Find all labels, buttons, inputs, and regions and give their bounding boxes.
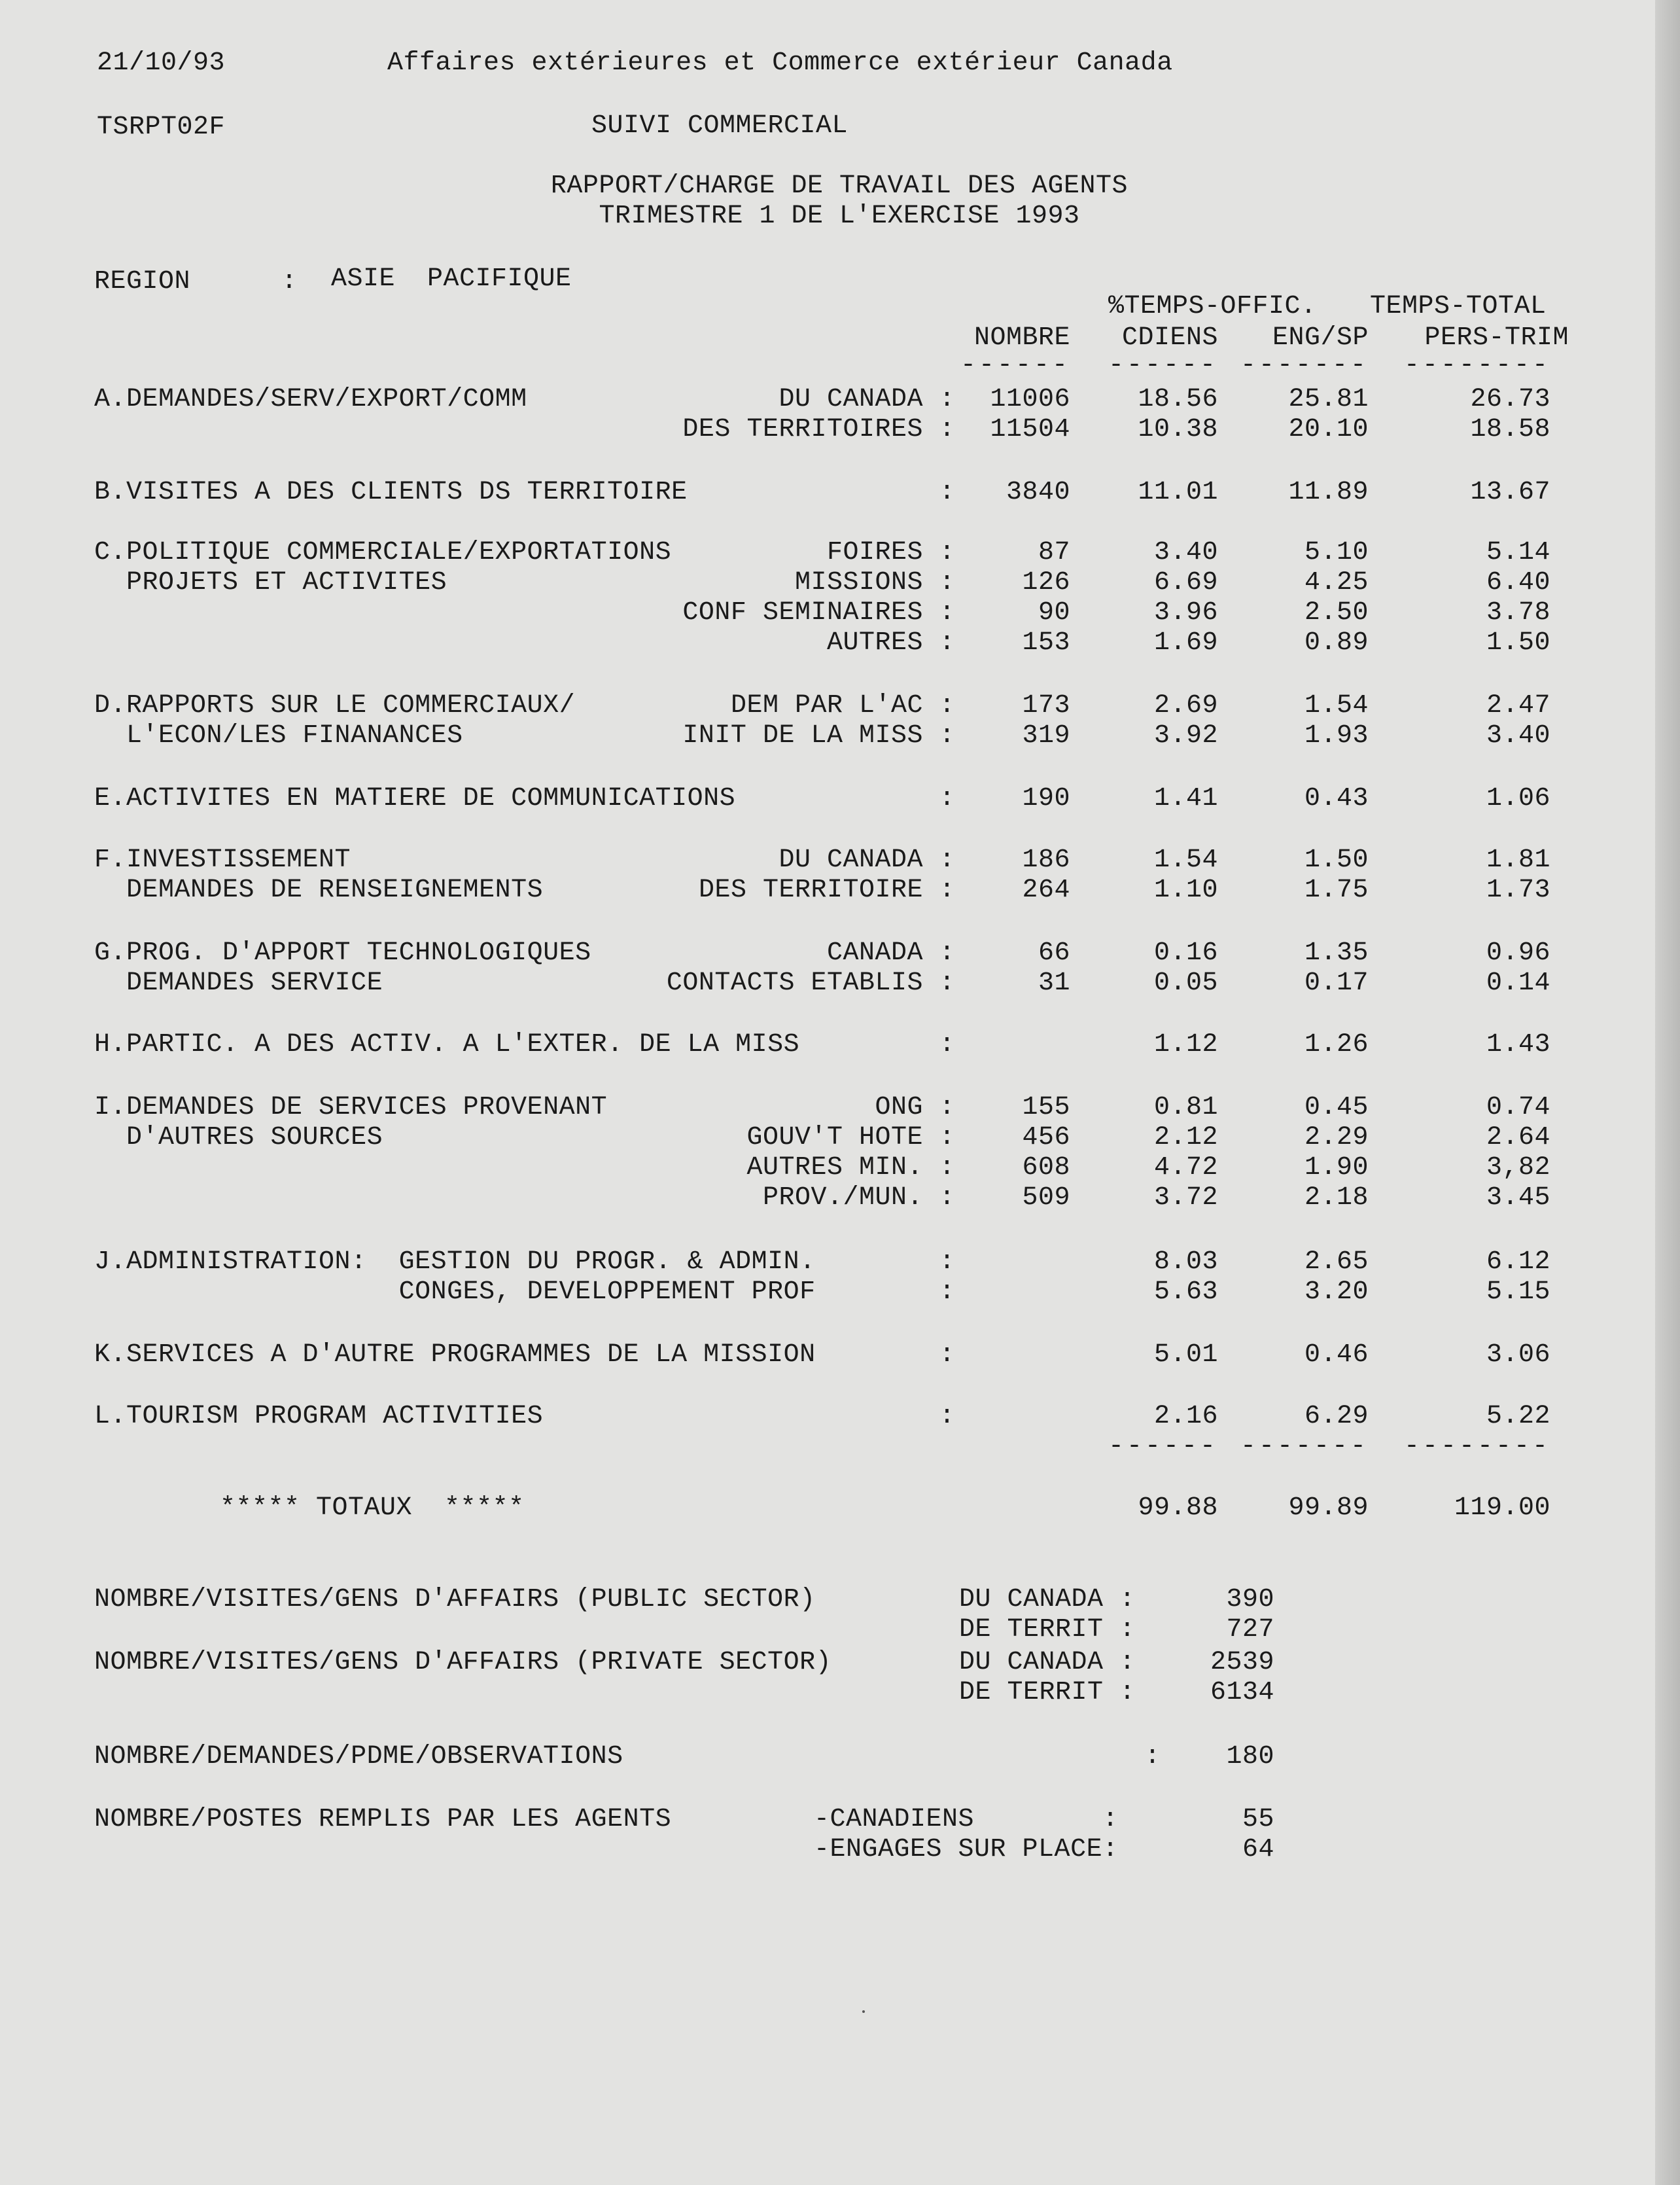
underline-cdiens: ------ — [1108, 351, 1218, 380]
row-engsp: 2.18 — [1304, 1183, 1369, 1213]
row-perstrim: 1.43 — [1486, 1030, 1550, 1059]
row-engsp: 1.93 — [1304, 721, 1369, 751]
row-cdiens: 0.16 — [1153, 938, 1218, 968]
row-perstrim: 6.12 — [1486, 1247, 1550, 1277]
footer-sublabel: DU CANADA : — [959, 1585, 1136, 1614]
row-perstrim: 6.40 — [1486, 568, 1550, 597]
row-perstrim: 5.15 — [1486, 1277, 1550, 1307]
footer-sublabel: DE TERRIT : — [959, 1678, 1136, 1707]
system-name: SUIVI COMMERCIAL — [591, 111, 849, 141]
row-perstrim: 5.22 — [1486, 1402, 1550, 1431]
footer-sublabel: : — [1144, 1742, 1161, 1771]
row-perstrim: 5.14 — [1486, 538, 1550, 567]
footer-sublabel: DU CANADA : — [959, 1648, 1136, 1677]
row-sublabel: INIT DE LA MISS : — [682, 721, 955, 751]
row-cdiens: 2.69 — [1153, 691, 1218, 720]
row-label: L'ECON/LES FINANANCES — [94, 721, 463, 751]
row-sublabel: : — [939, 784, 955, 813]
row-sublabel: DES TERRITOIRE : — [698, 876, 955, 905]
row-cdiens: 1.12 — [1153, 1030, 1218, 1059]
row-nombre: 87 — [1038, 538, 1070, 567]
row-sublabel: : — [939, 1030, 955, 1059]
row-engsp: 5.10 — [1304, 538, 1369, 567]
row-label: C.POLITIQUE COMMERCIALE/EXPORTATIONS — [94, 538, 672, 567]
underline-engsp: ------- — [1240, 351, 1369, 380]
row-sublabel: AUTRES MIN. : — [746, 1153, 955, 1182]
row-label: K.SERVICES A D'AUTRE PROGRAMMES DE LA MISSION — [94, 1340, 816, 1370]
row-sublabel: : — [939, 478, 955, 507]
row-nombre: 509 — [1022, 1183, 1070, 1213]
row-label: G.PROG. D'APPORT TECHNOLOGIQUES — [94, 938, 591, 968]
row-label: D'AUTRES SOURCES — [94, 1123, 383, 1152]
row-perstrim: 18.58 — [1470, 415, 1550, 444]
footer-label: NOMBRE/POSTES REMPLIS PAR LES AGENTS — [94, 1805, 672, 1834]
row-engsp: 0.46 — [1304, 1340, 1369, 1370]
row-engsp: 6.29 — [1304, 1402, 1369, 1431]
row-cdiens: 18.56 — [1138, 385, 1218, 414]
row-nombre: 11504 — [990, 415, 1070, 444]
row-sublabel: : — [939, 1340, 955, 1370]
footer-value: 64 — [1242, 1835, 1274, 1864]
totals-underline-perstrim: -------- — [1403, 1432, 1550, 1461]
row-perstrim: 13.67 — [1470, 478, 1550, 507]
row-nombre: 31 — [1038, 968, 1070, 998]
row-nombre: 66 — [1038, 938, 1070, 968]
row-label: CONGES, DEVELOPPEMENT PROF — [94, 1277, 816, 1307]
row-engsp: 20.10 — [1288, 415, 1369, 444]
row-label: H.PARTIC. A DES ACTIV. A L'EXTER. DE LA MISS — [94, 1030, 800, 1059]
footer-sublabel: -ENGAGES SUR PLACE: — [814, 1835, 1119, 1864]
report-date: 21/10/93 — [97, 48, 226, 78]
report-title-line2: TRIMESTRE 1 DE L'EXERCISE 1993 — [599, 202, 1080, 231]
row-sublabel: DEM PAR L'AC : — [730, 691, 955, 720]
row-sublabel: DU CANADA : — [779, 385, 955, 414]
row-cdiens: 3.72 — [1153, 1183, 1218, 1213]
row-perstrim: 0.96 — [1486, 938, 1550, 968]
row-engsp: 1.50 — [1304, 845, 1369, 875]
row-perstrim: 3,82 — [1486, 1153, 1550, 1182]
row-engsp: 2.50 — [1304, 598, 1369, 628]
row-engsp: 1.54 — [1304, 691, 1369, 720]
row-sublabel: CANADA : — [826, 938, 955, 968]
totals-perstrim: 119.00 — [1454, 1493, 1550, 1523]
row-cdiens: 1.69 — [1153, 628, 1218, 658]
row-cdiens: 3.92 — [1153, 721, 1218, 751]
row-perstrim: 3.78 — [1486, 598, 1550, 628]
row-label: DEMANDES SERVICE — [94, 968, 383, 998]
row-nombre: 608 — [1022, 1153, 1070, 1182]
row-perstrim: 0.74 — [1486, 1093, 1550, 1122]
row-engsp: 3.20 — [1304, 1277, 1369, 1307]
header-cdiens: CDIENS — [1121, 323, 1218, 353]
row-perstrim: 1.81 — [1486, 845, 1550, 875]
row-cdiens: 0.81 — [1153, 1093, 1218, 1122]
row-sublabel: : — [939, 1247, 955, 1277]
stray-mark — [862, 2010, 865, 2013]
row-engsp: 25.81 — [1288, 385, 1369, 414]
row-engsp: 1.90 — [1304, 1153, 1369, 1182]
header-temps-total: TEMPS-TOTAL — [1370, 292, 1547, 321]
row-cdiens: 4.72 — [1153, 1153, 1218, 1182]
footer-sublabel: DE TERRIT : — [959, 1615, 1136, 1644]
footer-value: 6134 — [1210, 1678, 1274, 1707]
row-perstrim: 26.73 — [1470, 385, 1550, 414]
page-edge-shadow — [1655, 0, 1680, 2185]
row-perstrim: 3.06 — [1486, 1340, 1550, 1370]
row-label: L.TOURISM PROGRAM ACTIVITIES — [94, 1402, 544, 1431]
row-nombre: 3840 — [1006, 478, 1070, 507]
row-engsp: 2.29 — [1304, 1123, 1369, 1152]
organization-name: Affaires extérieures et Commerce extérieur Canada — [387, 48, 1173, 78]
header-pct-temps-offic: %TEMPS-OFFIC. — [1108, 292, 1317, 321]
totals-label: ***** TOTAUX ***** — [220, 1493, 525, 1523]
row-sublabel: : — [939, 1402, 955, 1431]
row-sublabel: DES TERRITOIRES : — [682, 415, 955, 444]
footer-value: 2539 — [1210, 1648, 1274, 1677]
row-cdiens: 2.12 — [1153, 1123, 1218, 1152]
footer-sublabel: -CANADIENS : — [814, 1805, 1119, 1834]
row-label: J.ADMINISTRATION: GESTION DU PROGR. & ADMIN. — [94, 1247, 816, 1277]
row-cdiens: 10.38 — [1138, 415, 1218, 444]
totals-cdiens: 99.88 — [1138, 1493, 1218, 1523]
row-engsp: 1.26 — [1304, 1030, 1369, 1059]
row-nombre: 319 — [1022, 721, 1070, 751]
row-engsp: 2.65 — [1304, 1247, 1369, 1277]
header-nombre: NOMBRE — [973, 323, 1070, 353]
header-perstrim: PERS-TRIM — [1424, 323, 1569, 353]
region-separator: : — [281, 267, 298, 296]
row-label: B.VISITES A DES CLIENTS DS TERRITOIRE — [94, 478, 688, 507]
row-label: E.ACTIVITES EN MATIERE DE COMMUNICATIONS — [94, 784, 736, 813]
row-cdiens: 11.01 — [1138, 478, 1218, 507]
row-sublabel: MISSIONS : — [794, 568, 955, 597]
footer-label: NOMBRE/DEMANDES/PDME/OBSERVATIONS — [94, 1742, 623, 1771]
row-engsp: 4.25 — [1304, 568, 1369, 597]
row-engsp: 1.35 — [1304, 938, 1369, 968]
region-label: REGION — [94, 267, 191, 296]
row-nombre: 456 — [1022, 1123, 1070, 1152]
underline-perstrim: -------- — [1403, 351, 1550, 380]
row-label: DEMANDES DE RENSEIGNEMENTS — [94, 876, 544, 905]
row-sublabel: CONTACTS ETABLIS : — [666, 968, 955, 998]
row-cdiens: 0.05 — [1153, 968, 1218, 998]
row-label: PROJETS ET ACTIVITES — [94, 568, 447, 597]
row-sublabel: AUTRES : — [826, 628, 955, 658]
row-nombre: 11006 — [990, 385, 1070, 414]
row-nombre: 190 — [1022, 784, 1070, 813]
row-engsp: 11.89 — [1288, 478, 1369, 507]
row-sublabel: FOIRES : — [826, 538, 955, 567]
row-perstrim: 1.06 — [1486, 784, 1550, 813]
row-sublabel: CONF SEMINAIRES : — [682, 598, 955, 628]
row-cdiens: 3.40 — [1153, 538, 1218, 567]
row-engsp: 0.17 — [1304, 968, 1369, 998]
row-cdiens: 5.63 — [1153, 1277, 1218, 1307]
footer-value: 180 — [1226, 1742, 1274, 1771]
report-code: TSRPT02F — [97, 113, 226, 142]
row-engsp: 0.43 — [1304, 784, 1369, 813]
row-nombre: 173 — [1022, 691, 1070, 720]
row-cdiens: 6.69 — [1153, 568, 1218, 597]
row-label: A.DEMANDES/SERV/EXPORT/COMM — [94, 385, 527, 414]
row-sublabel: : — [939, 1277, 955, 1307]
row-label: D.RAPPORTS SUR LE COMMERCIAUX/ — [94, 691, 576, 720]
row-perstrim: 2.64 — [1486, 1123, 1550, 1152]
header-engsp: ENG/SP — [1272, 323, 1369, 353]
footer-value: 390 — [1226, 1585, 1274, 1614]
row-cdiens: 1.54 — [1153, 845, 1218, 875]
row-engsp: 1.75 — [1304, 876, 1369, 905]
row-cdiens: 8.03 — [1153, 1247, 1218, 1277]
row-cdiens: 1.10 — [1153, 876, 1218, 905]
row-perstrim: 1.50 — [1486, 628, 1550, 658]
row-perstrim: 0.14 — [1486, 968, 1550, 998]
footer-label: NOMBRE/VISITES/GENS D'AFFAIRS (PUBLIC SECTOR) — [94, 1585, 816, 1614]
row-nombre: 153 — [1022, 628, 1070, 658]
region-value: ASIE PACIFIQUE — [331, 264, 572, 294]
row-sublabel: PROV./MUN. : — [762, 1183, 955, 1213]
row-nombre: 126 — [1022, 568, 1070, 597]
totals-underline-cdiens: ------ — [1108, 1432, 1218, 1461]
row-cdiens: 5.01 — [1153, 1340, 1218, 1370]
footer-value: 55 — [1242, 1805, 1274, 1834]
footer-value: 727 — [1226, 1615, 1274, 1644]
row-label: F.INVESTISSEMENT — [94, 845, 351, 875]
footer-label: NOMBRE/VISITES/GENS D'AFFAIRS (PRIVATE SECTOR) — [94, 1648, 832, 1677]
row-engsp: 0.89 — [1304, 628, 1369, 658]
totals-underline-engsp: ------- — [1240, 1432, 1369, 1461]
row-sublabel: DU CANADA : — [779, 845, 955, 875]
row-nombre: 90 — [1038, 598, 1070, 628]
row-nombre: 264 — [1022, 876, 1070, 905]
row-perstrim: 3.40 — [1486, 721, 1550, 751]
row-cdiens: 2.16 — [1153, 1402, 1218, 1431]
underline-nombre: ------ — [960, 351, 1070, 380]
row-sublabel: GOUV'T HOTE : — [746, 1123, 955, 1152]
row-engsp: 0.45 — [1304, 1093, 1369, 1122]
totals-engsp: 99.89 — [1288, 1493, 1369, 1523]
row-nombre: 155 — [1022, 1093, 1070, 1122]
report-title-line1: RAPPORT/CHARGE DE TRAVAIL DES AGENTS — [550, 171, 1129, 201]
row-cdiens: 3.96 — [1153, 598, 1218, 628]
row-cdiens: 1.41 — [1153, 784, 1218, 813]
row-perstrim: 2.47 — [1486, 691, 1550, 720]
row-perstrim: 1.73 — [1486, 876, 1550, 905]
row-perstrim: 3.45 — [1486, 1183, 1550, 1213]
row-nombre: 186 — [1022, 845, 1070, 875]
row-sublabel: ONG : — [875, 1093, 955, 1122]
row-label: I.DEMANDES DE SERVICES PROVENANT — [94, 1093, 608, 1122]
